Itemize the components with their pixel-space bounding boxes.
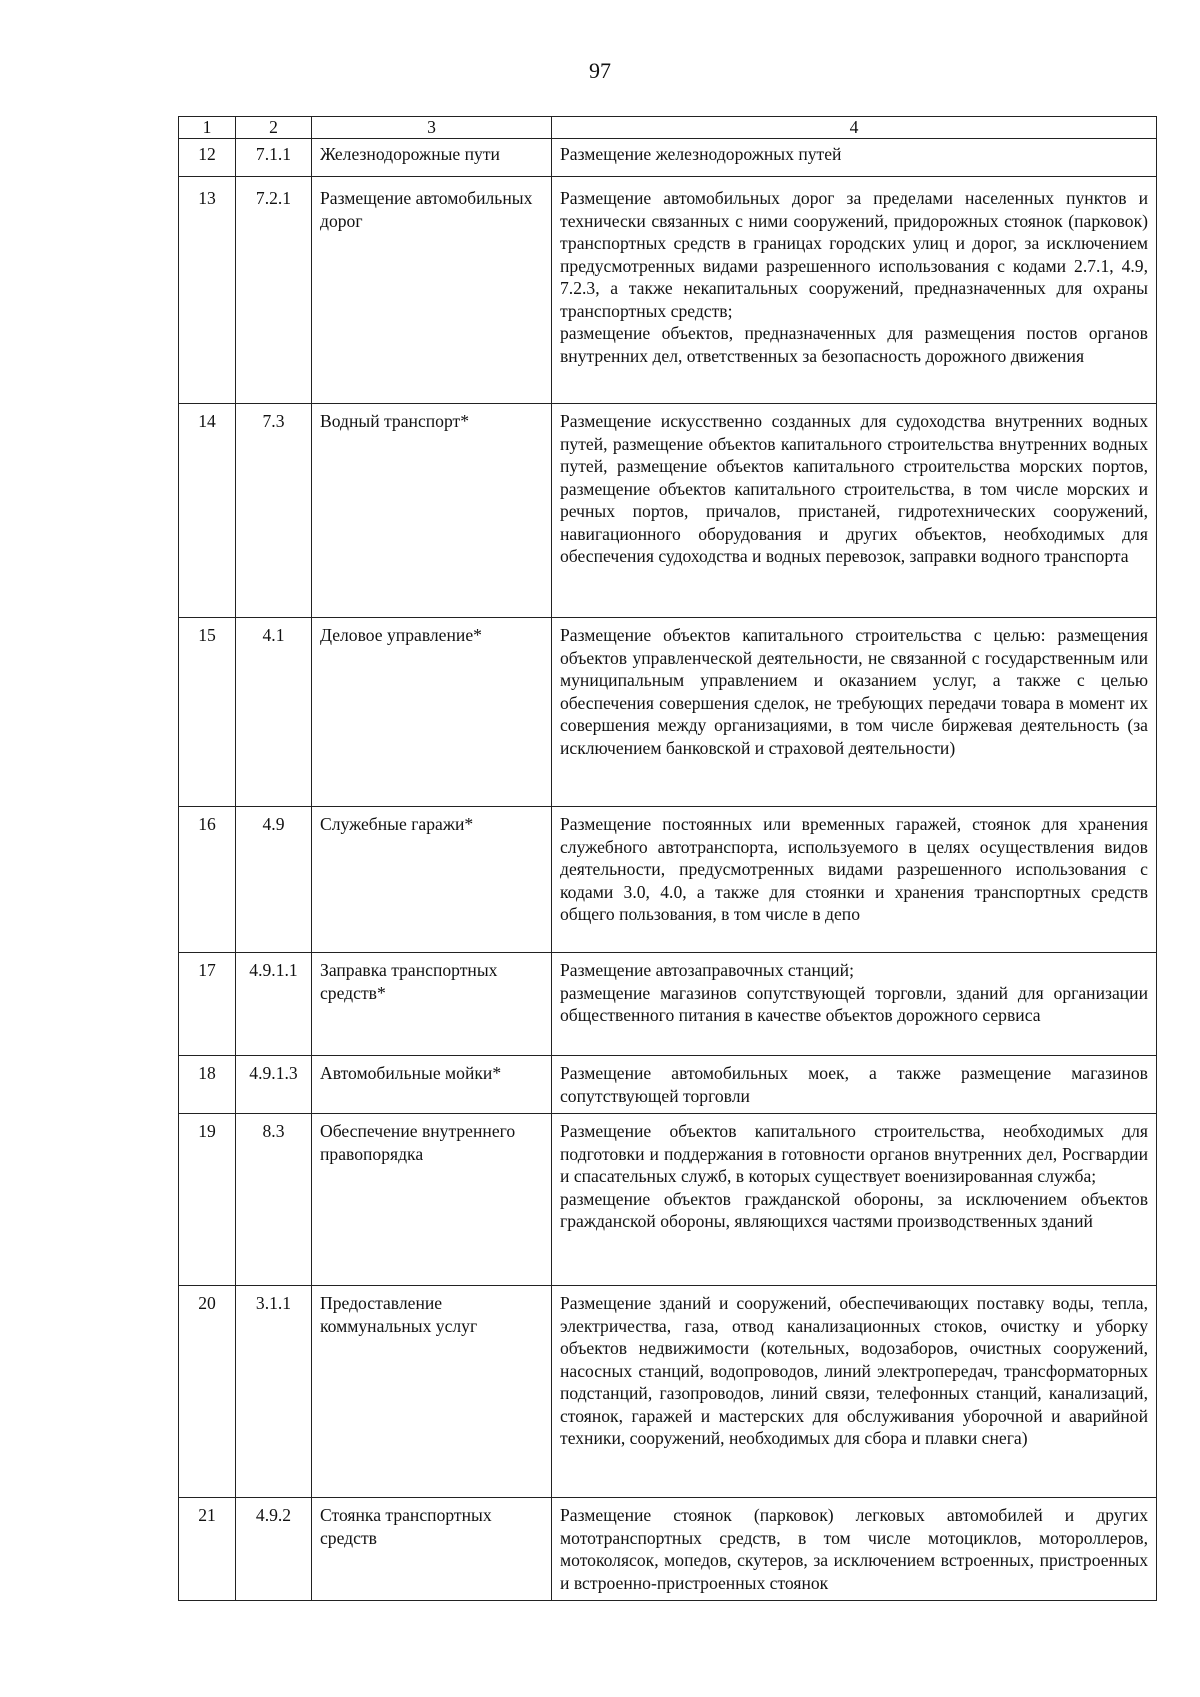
row-name: Заправка транспортных средств* [312, 953, 552, 1056]
table-row [179, 1056, 1157, 1114]
row-code: 7.1.1 [236, 139, 312, 177]
table-row [179, 1498, 1157, 1601]
row-description: Размещение стоянок (парковок) легковых автомобилей и других мототранспортных средств, в том числе мотоциклов, мотороллеров, мотоколясок, мопедов, скутеров, за исключением встроенных, пристроенных и встроенно-пристроенных стоянок [552, 1498, 1157, 1601]
row-name: Предоставление коммунальных услуг [312, 1286, 552, 1498]
row-description: Размещение железнодорожных путей [552, 139, 1157, 177]
row-description: Размещение искусственно созданных для судоходства внутренних водных путей, размещение объектов капитального строительства внутренних водных путей, размещение объектов капитального строительства морских портов, размещение объектов капитального строительства, в том числе морских и речных портов, причалов, пристаней, гидротехнических сооружений, навигационного оборудования и других объектов, необходимых для обеспечения судоходства и водных перевозок, заправки водного транспорта [552, 404, 1157, 618]
row-description: Размещение постоянных или временных гаражей, стоянок для хранения служебного автотранспорта, используемого в целях осуществления видов деятельности, предусмотренных видами разрешенного использования с кодами 3.0, 4.0, а также для стоянки и хранения транспортных средств общего пользования, в том числе в депо [552, 807, 1157, 953]
header-col-3: 3 [312, 117, 552, 139]
row-name: Размещение автомобильных дорог [312, 177, 552, 404]
row-description: Размещение объектов капитального строительства, необходимых для подготовки и поддержания в готовности органов внутренних дел, Росгвардии и спасательных служб, в которых существует военизированная служба; [560, 1121, 1148, 1186]
table-header-row [179, 117, 1157, 139]
row-code: 4.9 [236, 807, 312, 953]
row-name: Деловое управление* [312, 618, 552, 807]
header-col-2: 2 [236, 117, 312, 139]
header-col-1: 1 [179, 117, 236, 139]
row-number: 13 [179, 177, 236, 404]
row-description: Размещение объектов капитального строительства с целью: размещения объектов управленческой деятельности, не связанной с государственным или муниципальным управлением и оказанием услуг, а также с целью обеспечения совершения сделок, не требующих передачи товара в момент их совершения между организациями, в том числе биржевая деятельность (за исключением банковской и страховой деятельности) [552, 618, 1157, 807]
row-name: Водный транспорт* [312, 404, 552, 618]
row-description-cell [552, 177, 1157, 404]
row-number: 18 [179, 1056, 236, 1114]
row-number: 16 [179, 807, 236, 953]
row-description: Размещение автомобильных дорог за пределами населенных пунктов и технически связанных с ними сооружений, придорожных стоянок (парковок) транспортных средств в границах городских улиц и дорог, за исключением предусмотренных видами разрешенного использования с кодами 2.7.1, 4.9, 7.2.3, а также некапитальных сооружений, предназначенных для охраны транспортных средств; [560, 188, 1148, 321]
row-name: Служебные гаражи* [312, 807, 552, 953]
row-number: 21 [179, 1498, 236, 1601]
row-name: Обеспечение внутреннего правопорядка [312, 1114, 552, 1286]
row-number: 19 [179, 1114, 236, 1286]
row-description-extra: размещение магазинов сопутствующей торговли, зданий для организации общественного питания в качестве объектов дорожного сервиса [560, 982, 1148, 1025]
row-code: 7.3 [236, 404, 312, 618]
table-row [179, 404, 1157, 618]
land-use-table [178, 116, 1157, 1601]
header-col-4: 4 [552, 117, 1157, 139]
row-description: Размещение автозаправочных станций; [560, 960, 854, 980]
table-row [179, 1114, 1157, 1286]
row-code: 4.9.1.1 [236, 953, 312, 1056]
table-row [179, 807, 1157, 953]
row-code: 4.9.1.3 [236, 1056, 312, 1114]
row-number: 15 [179, 618, 236, 807]
row-code: 4.1 [236, 618, 312, 807]
row-description: Размещение автомобильных моек, а также размещение магазинов сопутствующей торговли [552, 1056, 1157, 1114]
row-number: 20 [179, 1286, 236, 1498]
row-code: 8.3 [236, 1114, 312, 1286]
row-description-extra: размещение объектов, предназначенных для размещения постов органов внутренних дел, ответственных за безопасность дорожного движения [560, 323, 1148, 366]
table-row [179, 139, 1157, 177]
row-name: Железнодорожные пути [312, 139, 552, 177]
row-description-cell [552, 953, 1157, 1056]
row-description-extra: размещение объектов гражданской обороны, за исключением объектов гражданской обороны, являющихся частями производственных зданий [560, 1188, 1148, 1231]
table-row [179, 1286, 1157, 1498]
row-number: 14 [179, 404, 236, 618]
row-number: 12 [179, 139, 236, 177]
row-code: 3.1.1 [236, 1286, 312, 1498]
row-number: 17 [179, 953, 236, 1056]
table-row [179, 177, 1157, 404]
page-number: 97 [589, 58, 611, 83]
row-code: 7.2.1 [236, 177, 312, 404]
row-description: Размещение зданий и сооружений, обеспечивающих поставку воды, тепла, электричества, газа, отвод канализационных стоков, очистку и уборку объектов недвижимости (котельных, водозаборов, очистных сооружений, насосных станций, водопроводов, линий электропередач, трансформаторных подстанций, газопроводов, линий связи, телефонных станций, канализаций, стоянок, гаражей и мастерских для обслуживания уборочной и аварийной техники, сооружений, необходимых для сбора и плавки снега) [552, 1286, 1157, 1498]
row-description-cell [552, 1114, 1157, 1286]
row-name: Стоянка транспортных средств [312, 1498, 552, 1601]
table-row [179, 618, 1157, 807]
table-row [179, 953, 1157, 1056]
row-code: 4.9.2 [236, 1498, 312, 1601]
row-name: Автомобильные мойки* [312, 1056, 552, 1114]
